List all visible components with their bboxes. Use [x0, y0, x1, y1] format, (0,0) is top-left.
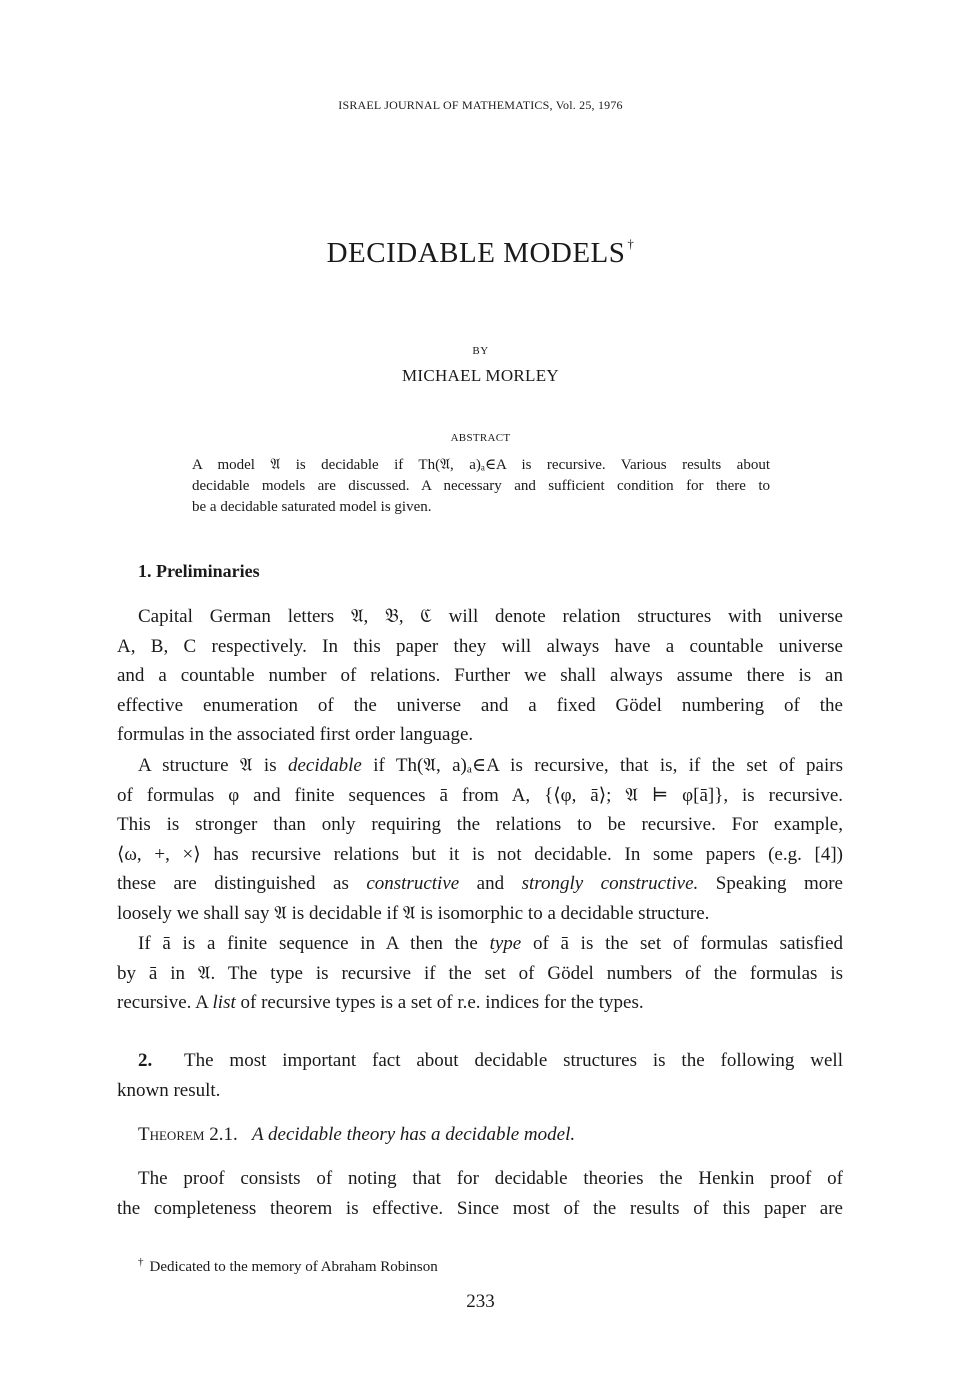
text-run: if Th(𝔄, a)ₐ∈A is recursive, that is, if the set of pairs — [361, 755, 843, 776]
paragraph — [117, 1046, 843, 1105]
text-run: If ā is a finite sequence in A then the — [138, 933, 490, 954]
text-line — [117, 751, 843, 781]
theorem-statement — [117, 1120, 843, 1150]
byline-by: BY — [472, 345, 489, 357]
title-dagger: † — [627, 236, 635, 251]
text-line — [117, 869, 843, 899]
running-head: ISRAEL JOURNAL OF MATHEMATICS, Vol. 25, 1976 — [338, 98, 623, 112]
footnote-text: Dedicated to the memory of Abraham Robinson — [149, 1259, 438, 1275]
text-line: ⟨ω, +, ×⟩ has recursive relations but it is not decidable. In some papers (e.g. [4]) — [117, 843, 843, 865]
text-run: Speaking more — [698, 873, 843, 895]
abstract-line: be a decidable saturated model is given. — [192, 499, 432, 515]
abstract-body — [192, 455, 770, 518]
text-run: and — [459, 873, 522, 895]
text-run: The most important fact about decidable structures is the following well — [184, 1050, 843, 1071]
text-line — [117, 929, 843, 959]
text-line: loosely we shall say 𝔄 is decidable if 𝔄 is isomorphic to a decidable structure. — [117, 902, 710, 924]
text-line: of formulas φ and finite sequences ā from A, {⟨φ, ā⟩; 𝔄 ⊨ φ[ā]}, is recursive. — [117, 784, 843, 806]
abstract-line: A model 𝔄 is decidable if Th(𝔄, a)ₐ∈A is recursive. Various results about — [192, 457, 770, 473]
text-run: of recursive types is a set of r.e. indices for the types. — [235, 992, 644, 1014]
abstract-line: decidable models are discussed. A necessary and sufficient condition for there to — [192, 478, 770, 494]
footnote-mark: † — [138, 1256, 144, 1268]
footnote — [138, 1256, 438, 1276]
text-line: A, B, C respectively. In this paper they will always have a countable universe — [117, 635, 843, 657]
text-line: formulas in the associated first order language. — [117, 724, 474, 746]
paragraph — [117, 1164, 843, 1223]
text-run: these are distinguished as — [117, 873, 367, 895]
text-line: The proof consists of noting that for decidable theories the Henkin proof of — [138, 1168, 843, 1189]
paper-title-text: DECIDABLE MODELS — [326, 237, 626, 269]
theorem-label: Theorem — [138, 1124, 205, 1145]
text-line: by ā in 𝔄. The type is recursive if the set of Gödel numbers of the formulas is — [117, 962, 843, 984]
term-constructive: constructive — [366, 873, 460, 895]
abstract-heading: ABSTRACT — [450, 432, 511, 444]
text-line — [117, 1120, 843, 1150]
page-number: 233 — [466, 1291, 495, 1312]
theorem-text: A decidable theory has a decidable model. — [252, 1124, 576, 1145]
term-list: list — [212, 992, 236, 1014]
section-heading-preliminaries: 1. Preliminaries — [138, 561, 260, 581]
text-line — [117, 988, 843, 1018]
text-line: the completeness theorem is effective. Since most of the results of this paper are — [117, 1197, 843, 1219]
term-type: type — [489, 933, 522, 954]
term-strongly-constructive: strongly constructive. — [521, 873, 699, 895]
paragraph — [117, 602, 843, 750]
text-run: recursive. A — [117, 992, 213, 1014]
text-line — [117, 1046, 843, 1076]
paper-title — [0, 236, 961, 270]
section-number: 2. — [138, 1050, 153, 1071]
author-name: MICHAEL MORLEY — [401, 366, 560, 385]
paragraph — [117, 751, 843, 929]
text-line: and a countable number of relations. Further we shall always assume there is an — [117, 665, 843, 687]
text-line: This is stronger than only requiring the relations to be recursive. For example, — [117, 814, 843, 836]
term-decidable: decidable — [288, 755, 362, 776]
paragraph — [117, 929, 843, 1018]
text-line: Capital German letters 𝔄, 𝔅, ℭ will denote relation structures with universe — [138, 606, 843, 627]
text-line: effective enumeration of the universe and a fixed Gödel numbering of the — [117, 694, 843, 716]
text-run: of ā is the set of formulas satisfied — [521, 933, 844, 954]
theorem-number: 2.1. — [209, 1124, 238, 1145]
text-line: known result. — [117, 1079, 221, 1101]
text-run: A structure 𝔄 is — [138, 755, 288, 776]
